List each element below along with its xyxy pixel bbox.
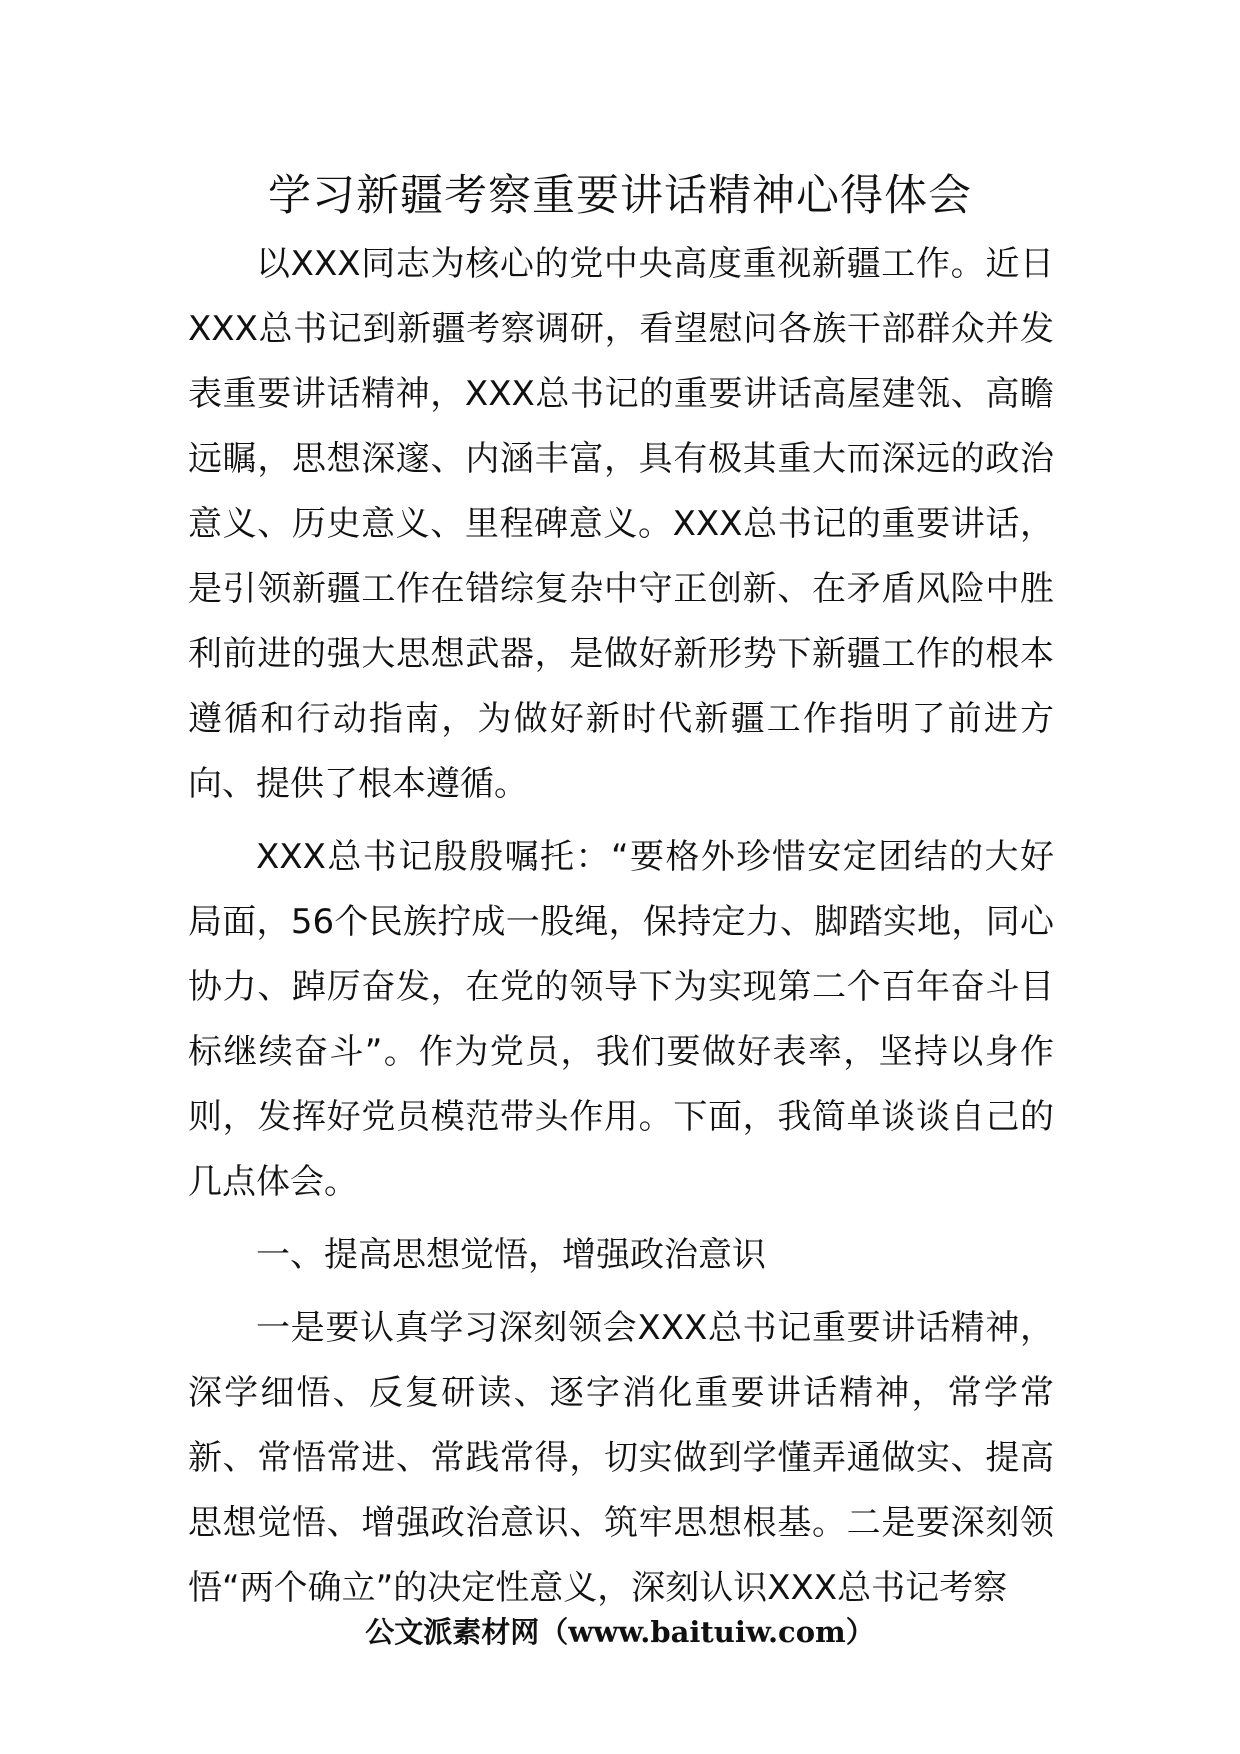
- document-title: 学习新疆考察重要讲话精神心得体会: [268, 171, 972, 221]
- document-body: [188, 232, 1054, 1621]
- paragraph-quote: XXX总书记殷殷嘱托：“要格外珍惜安定团结的大好局面，56个民族拧成一股绳，保持定力、脚踏实地，同心协力、踔厉奋发，在党的领导下为实现第二个百年奋斗目标继续奋斗”。作为党员，我们要做好表率，坚持以身作则，发挥好党员模范带头作用。下面，我简单谈谈自己的几点体会。: [188, 837, 1054, 1202]
- paragraph-section-1: 一是要认真学习深刻领会XXX总书记重要讲话精神，深学细悟、反复研读、逐字消化重要讲话精神，常学常新、常悟常进、常践常得，切实做到学懂弄通做实、提高思想觉悟、增强政治意识、筑牢思想根基。二是要深刻领悟“两个确立”的决定性意义，深刻认识XXX总书记考察: [188, 1308, 1054, 1608]
- paragraph-intro: 以XXX同志为核心的党中央高度重视新疆工作。近日XXX总书记到新疆考察调研，看望慰问各族干部群众并发表重要讲话精神，XXX总书记的重要讲话高屋建瓴、高瞻远瞩，思想深邃、内涵丰富，具有极其重大而深远的政治意义、历史意义、里程碑意义。XXX总书记的重要讲话，是引领新疆工作在错综复杂中守正创新、在矛盾风险中胜利前进的强大思想武器，是做好新形势下新疆工作的根本遵循和行动指南，为做好新时代新疆工作指明了前进方向、提供了根本遵循。: [188, 244, 1054, 804]
- footer-watermark: 公文派素材网（www.baituiw.com）: [365, 1615, 875, 1649]
- section-heading-1: 一、提高思想觉悟，增强政治意识: [256, 1235, 766, 1275]
